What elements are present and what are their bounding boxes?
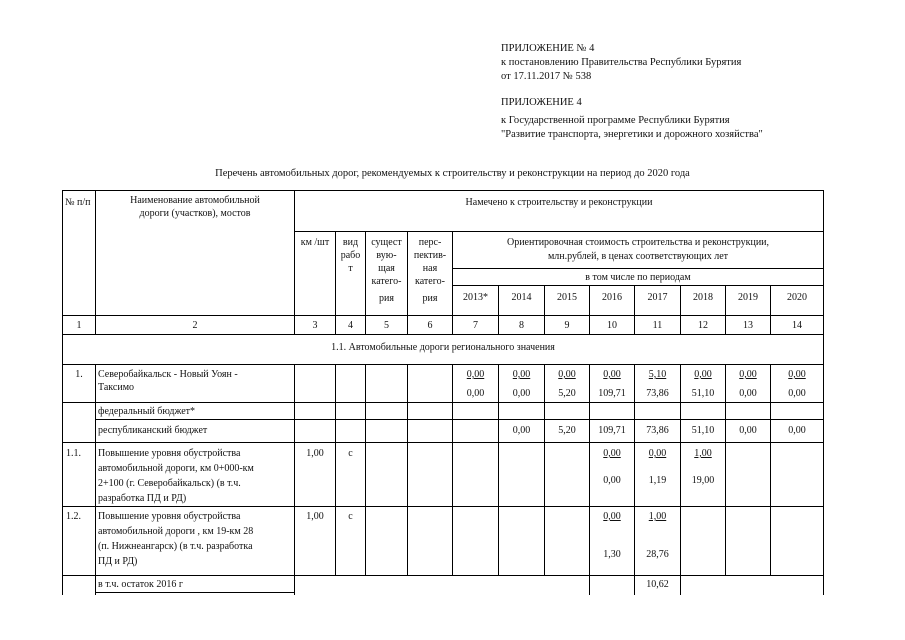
header-exist-5: рия	[379, 293, 394, 304]
row-1-value: 109,71	[598, 388, 626, 399]
header-year: 2017	[647, 292, 668, 303]
col-number: 1	[76, 320, 82, 331]
row-1-total: 0,00	[558, 369, 576, 380]
header-num: № п/п	[65, 197, 91, 208]
row-1-1-total: 1,00	[694, 448, 712, 459]
row-1-1-num: 1.1.	[66, 448, 81, 459]
header-year: 2016	[602, 292, 622, 303]
appendix-1-title: ПРИЛОЖЕНИЕ № 4	[501, 43, 595, 54]
header-exist-3: щая	[378, 263, 395, 274]
row-1-2-value: 28,76	[646, 549, 669, 560]
row-1-2-total: 0,00	[603, 511, 621, 522]
header-vid-1: вид	[342, 237, 359, 248]
col-number: 6	[427, 320, 433, 331]
row-1-2-name-line4: ПД и РД)	[98, 556, 138, 567]
appendix-2-title: ПРИЛОЖЕНИЕ 4	[501, 97, 582, 108]
row-1-1-name-line2: автомобильной дороги, км 0+000-км	[98, 463, 254, 474]
row-1-value: 0,00	[512, 388, 531, 399]
row-1-1-name-line1: Повышение уровня обустройства	[98, 448, 241, 459]
row-1-total: 5,10	[648, 369, 667, 380]
header-periods: в том числе по периодам	[585, 272, 691, 283]
col-number: 7	[473, 320, 478, 331]
row-1-1-value: 19,00	[691, 475, 715, 486]
row-1-2-vid: с	[348, 511, 353, 522]
col-number: 9	[564, 320, 570, 331]
header-km: км /шт	[300, 237, 330, 248]
col-number: 11	[652, 320, 663, 331]
header-year: 2019	[738, 292, 758, 303]
row-1-1-value: 1,19	[648, 475, 667, 486]
col-number: 12	[698, 320, 708, 331]
republic-budget-value: 0,00	[512, 425, 531, 436]
header-name-line2: дороги (участков), мостов	[139, 208, 251, 219]
row-1-total: 0,00	[466, 369, 485, 380]
header-persp-5: рия	[422, 293, 438, 304]
row-1-value: 51,10	[691, 388, 715, 399]
row-1-1-total: 0,00	[603, 448, 621, 459]
row-1-2-total: 1,00	[648, 511, 667, 522]
republic-budget-value: 51,10	[691, 425, 715, 436]
row-1-num: 1.	[75, 369, 83, 380]
republic-budget-value: 109,71	[598, 425, 626, 436]
header-persp-4: катего-	[415, 276, 445, 287]
header-persp-1: перс-	[418, 237, 442, 248]
header-exist-1: сущест	[371, 237, 402, 248]
col-number: 5	[384, 320, 389, 331]
row-1-value: 0,00	[788, 388, 806, 399]
col-number: 2	[192, 320, 198, 331]
row-1-2-name-line1: Повышение уровня обустройства	[98, 511, 241, 522]
republic-budget-value: 0,00	[788, 425, 806, 436]
row-1-1-value: 0,00	[603, 475, 621, 486]
row-1-name-line1: Северобайкальск - Новый Уоян -	[98, 369, 238, 380]
row-1-value: 0,00	[739, 388, 757, 399]
row-1-total: 0,00	[603, 369, 621, 380]
appendix-2-program-name: "Развитие транспорта, энергетики и дорожного хозяйства"	[501, 129, 763, 140]
row-1-name-line2: Таксимо	[98, 382, 135, 393]
header-persp-3: ная	[422, 263, 438, 274]
header-year: 2015	[557, 292, 577, 303]
row-1-2-name-line2: автомобильной дороги , км 19-км 28	[98, 526, 254, 537]
row-1-2-num: 1.2.	[66, 511, 81, 522]
col-number: 8	[519, 320, 524, 331]
header-exist-2: вую-	[376, 250, 397, 261]
header-persp-2: пектив-	[413, 250, 447, 261]
republic-budget-value: 5,20	[558, 425, 576, 436]
col-number: 10	[607, 320, 617, 331]
remainder-value: 10,62	[646, 579, 669, 590]
appendix-1-date: от 17.11.2017 № 538	[501, 71, 592, 82]
section-title: 1.1. Автомобильные дороги регионального значения	[331, 342, 555, 353]
appendix-1-resolution: к постановлению Правительства Республики Бурятия	[501, 57, 742, 68]
row-1-value: 73,86	[646, 388, 669, 399]
col-number: 3	[312, 320, 318, 331]
row-1-2-km: 1,00	[306, 511, 324, 522]
header-vid-3: т	[348, 263, 353, 274]
header-year: 2013*	[463, 292, 488, 303]
col-number: 14	[792, 320, 802, 331]
row-1-2-value: 1,30	[603, 549, 621, 560]
header-year: 2018	[693, 292, 713, 303]
col-number: 13	[743, 320, 753, 331]
row-1-total: 0,00	[788, 369, 806, 380]
row-1-1-name-line4: разработка ПД и РД)	[98, 493, 187, 504]
header-name-line1: Наименование автомобильной	[130, 195, 260, 206]
republic-budget-label: республиканский бюджет	[98, 425, 208, 436]
row-1-total: 0,00	[739, 369, 757, 380]
header-cost-2: млн.рублей, в ценах соответствующих лет	[547, 251, 729, 262]
row-1-value: 5,20	[558, 388, 576, 399]
header-year: 2020	[787, 292, 807, 303]
row-1-2-name-line3: (п. Нижнеангарск) (в т.ч. разработка	[98, 541, 253, 552]
row-1-1-vid: с	[348, 448, 353, 459]
row-1-value: 0,00	[466, 388, 485, 399]
row-1-1-total: 0,00	[648, 448, 667, 459]
appendix-2-program: к Государственной программе Республики Бурятия	[501, 115, 730, 126]
header-exist-4: катего-	[371, 276, 402, 287]
remainder-label: в т.ч. остаток 2016 г	[98, 579, 183, 590]
federal-budget-label: федеральный бюджет*	[98, 406, 196, 417]
row-1-1-km: 1,00	[306, 448, 324, 459]
header-vid-2: рабо	[340, 250, 361, 261]
row-1-1-name-line3: 2+100 (г. Северобайкальск) (в т.ч.	[98, 478, 241, 489]
row-1-total: 0,00	[512, 369, 531, 380]
header-year: 2014	[511, 292, 532, 303]
row-1-total: 0,00	[694, 369, 712, 380]
col-number: 4	[348, 320, 353, 331]
header-cost-1: Ориентировочная стоимость строительства и реконструкции,	[506, 237, 770, 248]
document-title: Перечень автомобильных дорог, рекомендуемых к строительству и реконструкции на период до 2020 года	[215, 168, 690, 179]
republic-budget-value: 0,00	[739, 425, 757, 436]
header-planned: Намечено к строительству и реконструкции	[465, 197, 653, 208]
republic-budget-value: 73,86	[646, 425, 669, 436]
